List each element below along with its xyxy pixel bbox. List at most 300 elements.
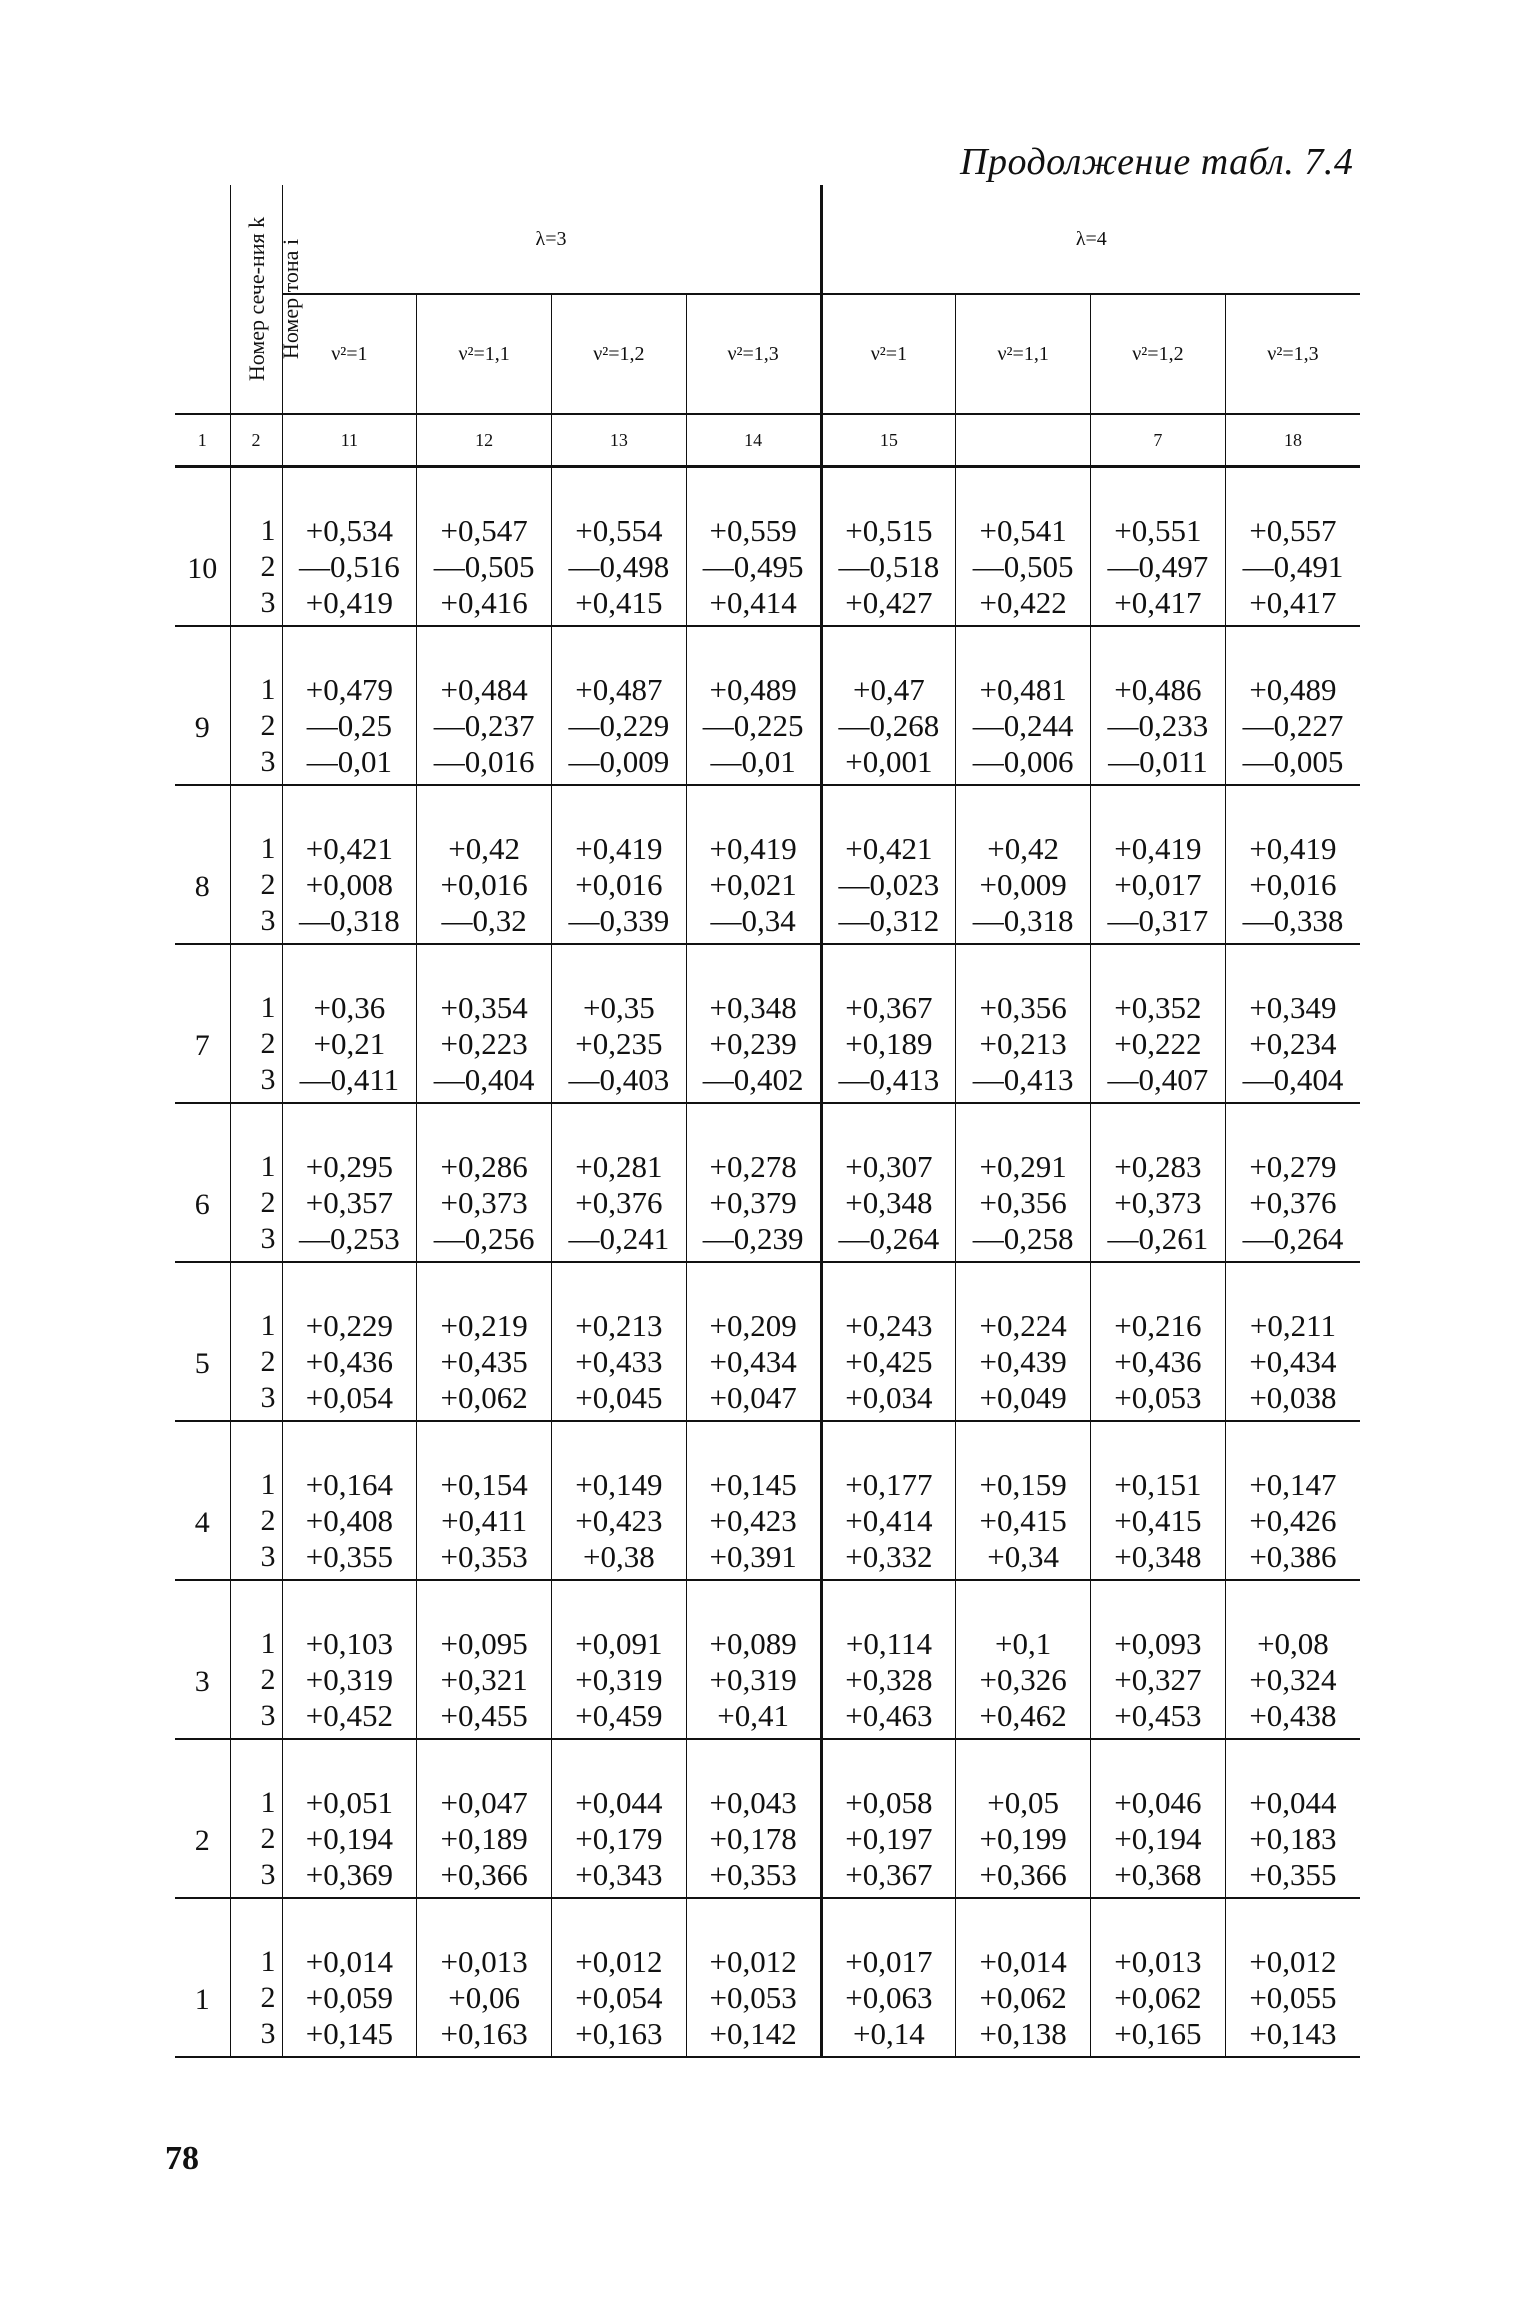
value-cell: +0,324 <box>1225 1662 1360 1698</box>
tone-number: 2 <box>230 1821 282 1857</box>
spacer-cell <box>282 1739 417 1785</box>
value-cell: +0,151 <box>1091 1467 1226 1503</box>
value-cell: +0,213 <box>552 1308 687 1344</box>
value-cell: +0,291 <box>956 1149 1091 1185</box>
value-cell: —0,505 <box>417 549 552 585</box>
tone-number: 1 <box>230 990 282 1026</box>
value-cell: +0,243 <box>821 1308 956 1344</box>
value-cell: +0,487 <box>552 672 687 708</box>
value-cell: +0,013 <box>417 1944 552 1980</box>
tone-number: 2 <box>230 1503 282 1539</box>
value-cell: —0,404 <box>417 1062 552 1103</box>
spacer-cell <box>552 785 687 831</box>
value-cell: +0,348 <box>686 990 821 1026</box>
value-cell: +0,434 <box>686 1344 821 1380</box>
value-cell: +0,06 <box>417 1980 552 2016</box>
tone-number: 3 <box>230 1698 282 1739</box>
value-cell: +0,423 <box>552 1503 687 1539</box>
value-cell: +0,42 <box>417 831 552 867</box>
value-cell: +0,355 <box>282 1539 417 1580</box>
value-cell: —0,258 <box>956 1221 1091 1262</box>
value-cell: +0,216 <box>1091 1308 1226 1344</box>
spacer-cell <box>230 1898 282 1944</box>
spacer-cell <box>175 1739 230 1785</box>
value-cell: +0,38 <box>552 1539 687 1580</box>
spacer-cell <box>175 626 230 672</box>
spacer-cell <box>552 467 687 514</box>
value-cell: —0,407 <box>1091 1062 1226 1103</box>
value-cell: +0,055 <box>1225 1980 1360 2016</box>
value-cell: +0,286 <box>417 1149 552 1185</box>
page-number: 78 <box>165 2140 199 2177</box>
spacer-cell <box>821 785 956 831</box>
value-cell: +0,459 <box>552 1698 687 1739</box>
value-cell: +0,012 <box>552 1944 687 1980</box>
value-cell: +0,436 <box>282 1344 417 1380</box>
value-cell: +0,419 <box>552 831 687 867</box>
nu-header: ν²=1,2 <box>1091 294 1226 414</box>
value-cell: —0,413 <box>956 1062 1091 1103</box>
section-number: 5 <box>175 1308 230 1421</box>
section-spacer <box>175 626 1360 672</box>
spacer-cell <box>282 1898 417 1944</box>
value-cell: +0,352 <box>1091 990 1226 1026</box>
spacer-cell <box>821 467 956 514</box>
section-spacer <box>175 1580 1360 1626</box>
value-cell: +0,421 <box>821 831 956 867</box>
value-cell: +0,348 <box>1091 1539 1226 1580</box>
spacer-cell <box>282 467 417 514</box>
value-cell: +0,194 <box>282 1821 417 1857</box>
value-cell: +0,163 <box>552 2016 687 2057</box>
value-cell: +0,014 <box>282 1944 417 1980</box>
tone-number: 1 <box>230 672 282 708</box>
spacer-cell <box>956 1898 1091 1944</box>
spacer-cell <box>1091 944 1226 990</box>
value-cell: +0,353 <box>686 1857 821 1898</box>
value-cell: +0,515 <box>821 513 956 549</box>
nu-header: ν²=1,3 <box>686 294 821 414</box>
tone-column-header: Номер тона i <box>230 185 282 414</box>
spacer-cell <box>175 1898 230 1944</box>
value-cell: +0,357 <box>282 1185 417 1221</box>
spacer-cell <box>230 944 282 990</box>
value-cell: +0,36 <box>282 990 417 1026</box>
value-cell: —0,34 <box>686 903 821 944</box>
value-cell: +0,194 <box>1091 1821 1226 1857</box>
value-cell: —0,011 <box>1091 744 1226 785</box>
tone-number: 1 <box>230 831 282 867</box>
value-cell: +0,439 <box>956 1344 1091 1380</box>
spacer-cell <box>1225 1580 1360 1626</box>
value-cell: +0,165 <box>1091 2016 1226 2057</box>
value-cell: +0,414 <box>686 585 821 626</box>
column-number: 12 <box>417 414 552 467</box>
table-row <box>175 1062 1360 1103</box>
value-cell: +0,455 <box>417 1698 552 1739</box>
table-row <box>175 1662 1360 1698</box>
value-cell: +0,219 <box>417 1308 552 1344</box>
value-cell: +0,486 <box>1091 672 1226 708</box>
tone-number: 3 <box>230 1062 282 1103</box>
column-number: 11 <box>282 414 417 467</box>
table-row <box>175 1380 1360 1421</box>
tone-number: 3 <box>230 903 282 944</box>
value-cell: +0,224 <box>956 1308 1091 1344</box>
tone-number: 3 <box>230 1857 282 1898</box>
value-cell: —0,268 <box>821 708 956 744</box>
value-cell: —0,01 <box>282 744 417 785</box>
spacer-cell <box>686 467 821 514</box>
value-cell: +0,189 <box>417 1821 552 1857</box>
value-cell: —0,264 <box>1225 1221 1360 1262</box>
spacer-cell <box>417 1739 552 1785</box>
spacer-cell <box>1091 1421 1226 1467</box>
data-table <box>175 185 1360 2058</box>
table-row <box>175 1539 1360 1580</box>
value-cell: +0,008 <box>282 867 417 903</box>
value-cell: +0,062 <box>956 1980 1091 2016</box>
tone-number: 2 <box>230 549 282 585</box>
tone-number: 3 <box>230 1380 282 1421</box>
value-cell: —0,339 <box>552 903 687 944</box>
value-cell: +0,045 <box>552 1380 687 1421</box>
column-number: 13 <box>552 414 687 467</box>
value-cell: +0,366 <box>417 1857 552 1898</box>
spacer-cell <box>956 1262 1091 1308</box>
column-number: 7 <box>1091 414 1226 467</box>
spacer-cell <box>282 944 417 990</box>
table-row <box>175 1626 1360 1662</box>
value-cell: +0,149 <box>552 1467 687 1503</box>
spacer-cell <box>1091 626 1226 672</box>
value-cell: —0,256 <box>417 1221 552 1262</box>
value-cell: +0,452 <box>282 1698 417 1739</box>
tone-number: 2 <box>230 1344 282 1380</box>
value-cell: +0,419 <box>282 585 417 626</box>
value-cell: +0,319 <box>552 1662 687 1698</box>
spacer-cell <box>956 626 1091 672</box>
value-cell: +0,017 <box>821 1944 956 1980</box>
value-cell: +0,319 <box>282 1662 417 1698</box>
spacer-cell <box>821 1580 956 1626</box>
spacer-cell <box>956 1103 1091 1149</box>
lambda-group-header: λ=4 <box>821 185 1360 294</box>
value-cell: +0,062 <box>417 1380 552 1421</box>
table-row <box>175 513 1360 549</box>
spacer-cell <box>956 1580 1091 1626</box>
value-cell: +0,183 <box>1225 1821 1360 1857</box>
tone-number: 1 <box>230 1149 282 1185</box>
value-cell: +0,411 <box>417 1503 552 1539</box>
value-cell: +0,419 <box>686 831 821 867</box>
spacer-cell <box>552 944 687 990</box>
spacer-cell <box>417 1421 552 1467</box>
value-cell: +0,034 <box>821 1380 956 1421</box>
spacer-cell <box>175 467 230 514</box>
value-cell: +0,419 <box>1225 831 1360 867</box>
table-header <box>175 185 1360 467</box>
value-cell: +0,295 <box>282 1149 417 1185</box>
value-cell: +0,484 <box>417 672 552 708</box>
table-body <box>175 467 1360 2058</box>
value-cell: +0,197 <box>821 1821 956 1857</box>
spacer-cell <box>1091 1739 1226 1785</box>
spacer-cell <box>1225 1898 1360 1944</box>
value-cell: +0,355 <box>1225 1857 1360 1898</box>
value-cell: —0,318 <box>282 903 417 944</box>
value-cell: +0,559 <box>686 513 821 549</box>
value-cell: +0,541 <box>956 513 1091 549</box>
value-cell: +0,017 <box>1091 867 1226 903</box>
value-cell: +0,321 <box>417 1662 552 1698</box>
tone-number: 1 <box>230 1467 282 1503</box>
spacer-cell <box>686 1898 821 1944</box>
spacer-cell <box>686 1262 821 1308</box>
spacer-cell <box>1091 785 1226 831</box>
section-spacer <box>175 1739 1360 1785</box>
value-cell: +0,356 <box>956 1185 1091 1221</box>
spacer-cell <box>1091 1103 1226 1149</box>
value-cell: +0,414 <box>821 1503 956 1539</box>
tone-number: 2 <box>230 1980 282 2016</box>
value-cell: —0,317 <box>1091 903 1226 944</box>
value-cell: +0,044 <box>552 1785 687 1821</box>
value-cell: —0,402 <box>686 1062 821 1103</box>
value-cell: +0,373 <box>1091 1185 1226 1221</box>
value-cell: —0,338 <box>1225 903 1360 944</box>
nu-header: ν²=1 <box>282 294 417 414</box>
value-cell: —0,005 <box>1225 744 1360 785</box>
value-cell: +0,386 <box>1225 1539 1360 1580</box>
value-cell: +0,438 <box>1225 1698 1360 1739</box>
value-cell: +0,178 <box>686 1821 821 1857</box>
value-cell: —0,497 <box>1091 549 1226 585</box>
value-cell: +0,1 <box>956 1626 1091 1662</box>
value-cell: —0,225 <box>686 708 821 744</box>
column-number: 14 <box>686 414 821 467</box>
spacer-cell <box>821 1103 956 1149</box>
section-spacer <box>175 1262 1360 1308</box>
table-row <box>175 867 1360 903</box>
value-cell: +0,189 <box>821 1026 956 1062</box>
table-row <box>175 1698 1360 1739</box>
value-cell: +0,062 <box>1091 1980 1226 2016</box>
value-cell: —0,006 <box>956 744 1091 785</box>
value-cell: —0,495 <box>686 549 821 585</box>
spacer-cell <box>686 626 821 672</box>
spacer-cell <box>282 1421 417 1467</box>
value-cell: +0,367 <box>821 1857 956 1898</box>
spacer-cell <box>417 1103 552 1149</box>
spacer-cell <box>175 1421 230 1467</box>
column-number: 1 <box>175 414 230 467</box>
spacer-cell <box>175 1580 230 1626</box>
table-row <box>175 1857 1360 1898</box>
table-row <box>175 1026 1360 1062</box>
tone-number: 3 <box>230 1221 282 1262</box>
tone-number: 1 <box>230 1308 282 1344</box>
value-cell: +0,239 <box>686 1026 821 1062</box>
spacer-cell <box>417 1898 552 1944</box>
value-cell: +0,426 <box>1225 1503 1360 1539</box>
table-row <box>175 990 1360 1026</box>
value-cell: +0,435 <box>417 1344 552 1380</box>
spacer-cell <box>686 785 821 831</box>
table-row <box>175 1467 1360 1503</box>
value-cell: +0,34 <box>956 1539 1091 1580</box>
spacer-cell <box>230 785 282 831</box>
value-cell: +0,043 <box>686 1785 821 1821</box>
value-cell: +0,049 <box>956 1380 1091 1421</box>
value-cell: +0,373 <box>417 1185 552 1221</box>
section-number: 8 <box>175 831 230 944</box>
value-cell: +0,354 <box>417 990 552 1026</box>
value-cell: +0,307 <box>821 1149 956 1185</box>
value-cell: +0,423 <box>686 1503 821 1539</box>
value-cell: +0,489 <box>686 672 821 708</box>
tone-number: 1 <box>230 1785 282 1821</box>
value-cell: —0,261 <box>1091 1221 1226 1262</box>
spacer-cell <box>956 785 1091 831</box>
value-cell: +0,547 <box>417 513 552 549</box>
spacer-cell <box>821 1898 956 1944</box>
value-cell: +0,012 <box>686 1944 821 1980</box>
spacer-cell <box>552 1898 687 1944</box>
tone-number: 2 <box>230 708 282 744</box>
column-number: 2 <box>230 414 282 467</box>
value-cell: +0,376 <box>552 1185 687 1221</box>
spacer-cell <box>956 1421 1091 1467</box>
value-cell: +0,415 <box>1091 1503 1226 1539</box>
spacer-cell <box>1225 785 1360 831</box>
spacer-cell <box>956 1739 1091 1785</box>
spacer-cell <box>417 944 552 990</box>
section-number: 1 <box>175 1944 230 2057</box>
value-cell: —0,491 <box>1225 549 1360 585</box>
value-cell: +0,213 <box>956 1026 1091 1062</box>
value-cell: +0,369 <box>282 1857 417 1898</box>
table-row <box>175 1344 1360 1380</box>
value-cell: +0,421 <box>282 831 417 867</box>
spacer-cell <box>686 1421 821 1467</box>
value-cell: +0,114 <box>821 1626 956 1662</box>
value-cell: +0,095 <box>417 1626 552 1662</box>
spacer-cell <box>230 1580 282 1626</box>
tone-number: 3 <box>230 2016 282 2057</box>
value-cell: +0,416 <box>417 585 552 626</box>
tone-number: 1 <box>230 1626 282 1662</box>
value-cell: +0,368 <box>1091 1857 1226 1898</box>
value-cell: —0,233 <box>1091 708 1226 744</box>
value-cell: —0,403 <box>552 1062 687 1103</box>
spacer-cell <box>1091 1898 1226 1944</box>
spacer-cell <box>1225 1103 1360 1149</box>
value-cell: +0,059 <box>282 1980 417 2016</box>
value-cell: +0,408 <box>282 1503 417 1539</box>
spacer-cell <box>282 1103 417 1149</box>
value-cell: +0,154 <box>417 1467 552 1503</box>
value-cell: +0,163 <box>417 2016 552 2057</box>
table-row <box>175 585 1360 626</box>
spacer-cell <box>282 1580 417 1626</box>
spacer-cell <box>417 467 552 514</box>
table-caption: Продолжение табл. 7.4 <box>960 141 1354 183</box>
spacer-cell <box>1225 1262 1360 1308</box>
value-cell: —0,016 <box>417 744 552 785</box>
section-spacer <box>175 944 1360 990</box>
value-cell: —0,516 <box>282 549 417 585</box>
value-cell: +0,391 <box>686 1539 821 1580</box>
value-cell: +0,058 <box>821 1785 956 1821</box>
value-cell: +0,415 <box>552 585 687 626</box>
value-cell: +0,046 <box>1091 1785 1226 1821</box>
table-row <box>175 1785 1360 1821</box>
value-cell: +0,35 <box>552 990 687 1026</box>
value-cell: +0,051 <box>282 1785 417 1821</box>
table-row <box>175 549 1360 585</box>
value-cell: +0,222 <box>1091 1026 1226 1062</box>
nu-header: ν²=1,1 <box>956 294 1091 414</box>
value-cell: +0,14 <box>821 2016 956 2057</box>
tone-number: 1 <box>230 513 282 549</box>
value-cell: +0,063 <box>821 1980 956 2016</box>
value-cell: +0,235 <box>552 1026 687 1062</box>
value-cell: +0,415 <box>956 1503 1091 1539</box>
value-cell: +0,147 <box>1225 1467 1360 1503</box>
table-row <box>175 1221 1360 1262</box>
spacer-cell <box>175 785 230 831</box>
value-cell: +0,223 <box>417 1026 552 1062</box>
value-cell: +0,422 <box>956 585 1091 626</box>
value-cell: +0,534 <box>282 513 417 549</box>
value-cell: —0,498 <box>552 549 687 585</box>
value-cell: +0,551 <box>1091 513 1226 549</box>
value-cell: +0,047 <box>417 1785 552 1821</box>
spacer-cell <box>1091 1580 1226 1626</box>
table-row <box>175 744 1360 785</box>
table-row <box>175 1308 1360 1344</box>
value-cell: —0,244 <box>956 708 1091 744</box>
value-cell: +0,054 <box>552 1980 687 2016</box>
spacer-cell <box>417 1580 552 1626</box>
spacer-cell <box>175 1262 230 1308</box>
value-cell: +0,356 <box>956 990 1091 1026</box>
section-column-header: Номер сече-ния k <box>175 185 230 414</box>
value-cell: +0,054 <box>282 1380 417 1421</box>
spacer-cell <box>686 1739 821 1785</box>
spacer-cell <box>1225 1739 1360 1785</box>
spacer-cell <box>552 1739 687 1785</box>
value-cell: +0,279 <box>1225 1149 1360 1185</box>
value-cell: +0,376 <box>1225 1185 1360 1221</box>
value-cell: +0,417 <box>1225 585 1360 626</box>
table-row <box>175 831 1360 867</box>
value-cell: —0,237 <box>417 708 552 744</box>
value-cell: +0,091 <box>552 1626 687 1662</box>
value-cell: +0,014 <box>956 1944 1091 1980</box>
spacer-cell <box>552 626 687 672</box>
section-spacer <box>175 1421 1360 1467</box>
value-cell: —0,411 <box>282 1062 417 1103</box>
spacer-cell <box>1225 467 1360 514</box>
spacer-cell <box>821 1262 956 1308</box>
table-row <box>175 903 1360 944</box>
spacer-cell <box>552 1103 687 1149</box>
value-cell: +0,332 <box>821 1539 956 1580</box>
spacer-cell <box>230 1262 282 1308</box>
spacer-cell <box>821 1421 956 1467</box>
